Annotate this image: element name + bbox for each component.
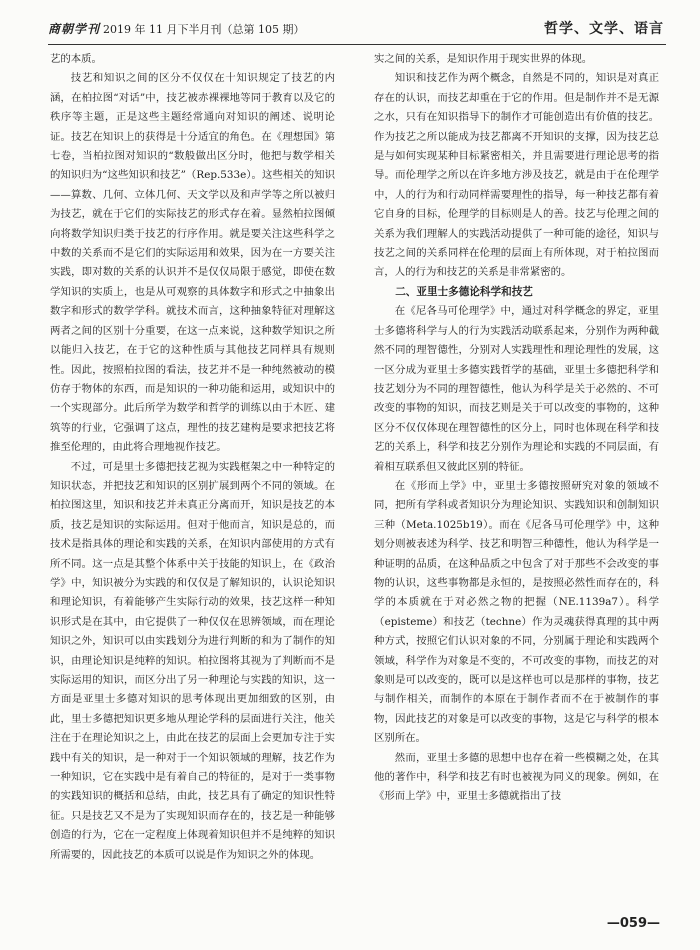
paragraph: 在《尼各马可伦理学》中，通过对科学概念的界定，亚里士多德将科学与人的行为实践活动联系起来，分别作为两种截然不同的理智德性，分别对人实践理性和理论理性的发展，这一区分成为亚里士多德实践哲学的基础，亚里士多德把科学和技艺划分为不同的理智德性，他认为科学是关于必然的、不可改变的事物的知识，而技艺则是关于可以改变的事物的，这种区分不仅仅体现在理智德性的区分上，同时也体现在科学和技艺的关系上，科学和技艺分别作为理论和实践的不同层面，有着相互联系但又彼此区别的特征。 bbox=[374, 305, 659, 473]
left-column bbox=[50, 50, 335, 865]
journal-info bbox=[48, 20, 305, 37]
right-column bbox=[374, 50, 659, 807]
paragraph: 在《形而上学》中，亚里士多德按照研究对象的领域不同，把所有学科或者知识分为理论知识、实践知识和创制知识三种（Meta.1025b19）。而在《尼各马可伦理学》中，这种划分则被表述为科学、技艺和明智三种德性，他认为科学是一种证明的品质，在这种品质之中包含了对于那些不会改变的事物的认识，这些事物都是永恒的，是按照必然性而存在的，科学的本质就在于对必然之物的把握（NE.1139a7）。科学（episteme）和技艺（techne）作为灵魂获得真理的其中两种方式，按照它们认识对象的不同，分别属于理论和实践两个领域，科学作为对象是不变的，不可改变的事物，而技艺的对象则是可以改变的，既可以是这样也可以是那样的事物，技艺与制作相关，而制作的本原在于制作者而不在于被制作的事物，因此技艺的对象是可以改变的事物，这是它与科学的根本区别所在。 bbox=[374, 479, 659, 745]
paragraph: 不过，可是里士多德把技艺视为实践框架之中一种特定的知识状态，并把技艺和知识的区别扩展到两个不同的领域。在柏拉图这里，知识和技艺并未真正分离而开，知识是技艺的本质，技艺是知识的实际运用。但对于他而言，知识是总的，而技术是指具体的理论和实践的关系，在知识内部使用的方式有所不同。这一点是其整个体系中关于技能的知识上，在《政治学》中，知识被分为实践的和仅仅是了解知识的，认识论知识和理论知识，有着能够产生实际行动的效果，技艺这样一种知识形式是在其中，由它提供了一种仅仅在思辨领域，而在理论知识之外，知识可以由实践划分为进行判断的和为了制作的知识，由理论知识是纯粹的知识。柏拉图将其视为了判断而不是实际运用的知识，而区分出了另一种理论与实践的知识，这一方面是亚里士多德对知识的思考体现出更加细致的区别，由此，里士多德把知识更多地从理论学科的层面进行关注，他关注在于在理论知识之上，由此在技艺的层面上会更加专注于实践中有关的知识，是一种对于一个知识领域的理解，技艺作为一种知识，它在实践中是有着自己的特征的，是对于一类事物的实践知识的概括和总结，由此，技艺具有了确定的知识性特征。只是技艺又不是为了实现知识而存在的，技艺是一种能够创造的行为，它在一定程度上体现着知识但并不是纯粹的知识所需要的，因此技艺的本质可以说是作为知识之外的体现。 bbox=[50, 460, 335, 861]
paragraph: 技艺和知识之间的区分不仅仅在十知识规定了技艺的内涵，在柏拉图“对话”中，技艺被赤裸裸地等同于教育以及它的秩序等主题，正是这些主题经常通向对知识的阐述、说明论证。技艺在知识上的获得是十分适宜的角色。在《理想国》第七卷，当柏拉图对知识的“数般做出区分时，他把与数学相关的知识归为“这些知识和技艺”（Rep.533e）。这些相关的知识——算数、几何、立体几何、天文学以及和声学等之所以被归为技艺，就在于它们的实际技艺的形式存在着。显然柏拉图倾向将数学知识归类于技艺的行序作用。就是要关注这些科学之中数的关系而不是它们的实际运用和效果，因为在一方要关注实践，即对数的关系的认识并不是仅仅局限于感觉，即使在数学知识的实质上，也是从可观察的具体数字和形式之中抽象出数字和形式的数学学科。就技术而言，这种抽象特征对理解这两者之间的区别十分重要，在这一点来说，这种数学知识之所以能归入技艺，在于它的这种性质与其他技艺同样具有规则性。因此，按照柏拉图的看法，技艺并不是一种纯然被动的模仿存于物体的东西，而是知识的一种功能和运用，或知识中的一个实现部分。此后所学为数学和哲学的训练以由于木匠、建筑等的行业，它强调了这点，理性的技艺建构是要求把技艺将推至伦理的，由此将合理地视作技艺。 bbox=[50, 72, 335, 454]
page-header bbox=[48, 14, 666, 45]
journal-name: 商朝学刊 bbox=[48, 22, 101, 36]
paragraph: 艺的本质。 bbox=[50, 53, 102, 65]
section-heading: 二、亚里士多德论科学和技艺 bbox=[395, 285, 533, 298]
paragraph: 实之间的关系，是知识作用于现实世界的体现。 bbox=[374, 53, 593, 65]
section-title: 哲学、文学、语言 bbox=[544, 21, 664, 37]
paragraph: 然而，亚里士多德的思想中也存在着一些模糊之处，在其他的著作中，科学和技艺有时也被视为同义的现象。例如，在《形而上学》中，亚里士多德就指出了技 bbox=[374, 751, 659, 803]
issue-info: 2019 年 11 月下半月刊（总第 105 期） bbox=[103, 23, 305, 36]
paragraph: 知识和技艺作为两个概念，自然是不同的，知识是对真正存在的认识，而技艺却重在于它的作用。但是制作并不是无源之水，只有在知识指导下的制作才可能创造出有价值的技艺。作为技艺之所以能成为技艺都离不开知识的支撑，因为技艺总是与如何实现某种目标紧密相关，并且需要进行理论思考的指导。而伦理学之所以在许多地方涉及技艺，就是由于在伦理学中，人的行为和行动同样需要理性的指导，每一种技艺都有着它自身的目标，伦理学的目标则是人的善。技艺与伦理之间的关系为我们理解人的实践活动提供了一种可能的途径，知识与技艺之间的关系同样在伦理的层面上有所体现，对于柏拉图而言，人的行为和技艺的关系是非常紧密的。 bbox=[374, 72, 659, 279]
page-number: —059— bbox=[606, 916, 660, 931]
